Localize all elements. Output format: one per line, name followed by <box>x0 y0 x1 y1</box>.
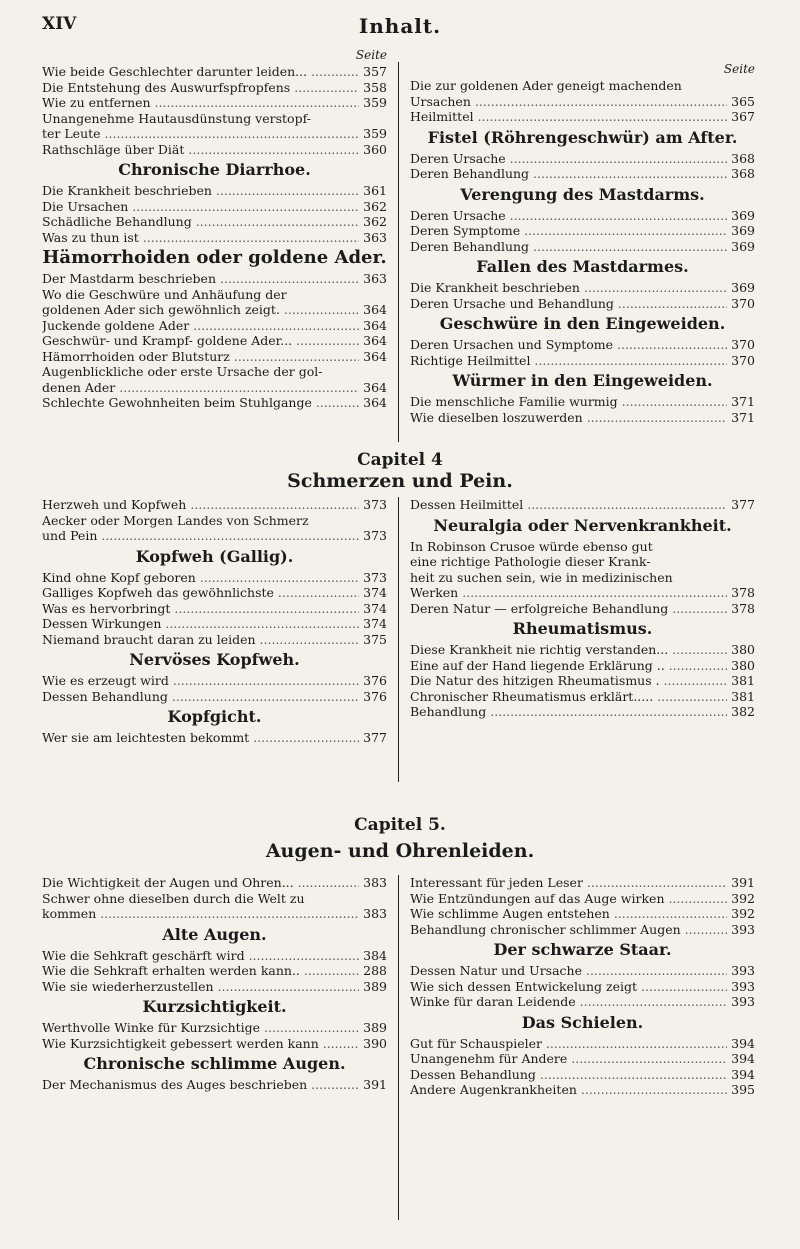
toc-entry <box>42 673 387 689</box>
toc-page-number: 362 <box>363 214 387 229</box>
toc-page-number: 380 <box>731 657 755 673</box>
toc-entry-title: Was es hervorbringt ..... <box>42 601 359 617</box>
toc-entry <box>42 271 387 287</box>
toc-page-number: 374 <box>363 600 387 616</box>
section-heading: Würmer in den Eingeweiden. <box>452 371 713 390</box>
toc-page-number: 364 <box>363 395 387 410</box>
toc-entry <box>42 528 387 544</box>
toc-entry-title: Aecker oder Morgen Landes von Schmerz <box>42 512 309 528</box>
toc-entry <box>410 906 755 922</box>
toc-entry <box>42 1077 387 1093</box>
toc-entry-title: Richtige Heilmittel ..... <box>410 353 727 369</box>
toc-column-right-2 <box>410 497 755 720</box>
toc-entry <box>410 109 755 125</box>
toc-entry-title: Die Natur des hitzigen Rheumatismus . ..... <box>410 673 727 689</box>
toc-column-left-1 <box>42 48 387 411</box>
toc-entry-title: Die Krankheit beschrieben ..... <box>410 280 727 296</box>
section-heading: Geschwüre in den Eingeweiden. <box>439 314 726 333</box>
toc-entry <box>410 642 755 658</box>
toc-entry <box>42 570 387 586</box>
toc-page-number: 371 <box>731 409 755 425</box>
chapter-4-title: Schmerzen und Pein. <box>287 470 513 492</box>
column-divider <box>398 497 399 782</box>
section-heading: Hämorrhoiden oder goldene Ader. <box>42 247 387 268</box>
toc-page-number: 362 <box>363 198 387 214</box>
toc-entry-title: Deren Symptome ..... <box>410 223 727 239</box>
toc-entry-title: Wie schlimme Augen entstehen ..... <box>410 906 727 922</box>
toc-page-number: 382 <box>731 704 755 719</box>
toc-entry <box>42 601 387 617</box>
toc-entry-title: Schädliche Behandlung ..... <box>42 214 359 230</box>
toc-page-number: 364 <box>363 348 387 364</box>
toc-page-number: 363 <box>363 271 387 286</box>
section-heading: Chronische schlimme Augen. <box>83 1054 346 1073</box>
toc-entry-title: Kind ohne Kopf geboren ..... <box>42 570 359 586</box>
toc-entry <box>42 126 387 142</box>
section-heading: Kopfgicht. <box>167 707 262 726</box>
toc-page-number: 389 <box>363 978 387 994</box>
toc-entry <box>42 616 387 632</box>
toc-entry-title: Wie sich dessen Entwickelung zeigt ..... <box>410 979 727 995</box>
toc-page-number: 369 <box>731 238 755 254</box>
toc-page-number: 376 <box>363 673 387 688</box>
toc-entry-title: Wie beide Geschlechter darunter leiden... ..... <box>42 64 359 80</box>
section-heading: Der schwarze Staar. <box>493 940 672 959</box>
toc-entry <box>42 948 387 964</box>
toc-entry-title: Wo die Geschwüre und Anhäufung der <box>42 286 287 302</box>
toc-page-number: 377 <box>363 730 387 745</box>
section-heading: Fistel (Röhrengeschwür) am After. <box>427 127 738 147</box>
chapter-5-title: Augen- und Ohrenleiden. <box>265 840 535 862</box>
toc-entry-title: Schlechte Gewohnheiten beim Stuhlgange ..... <box>42 395 359 411</box>
toc-entry <box>42 1020 387 1036</box>
toc-entry-title: Wie es erzeugt wird ..... <box>42 673 359 689</box>
toc-entry-title: Herzweh und Kopfweh ..... <box>42 497 359 513</box>
toc-entry-title: Ursachen ..... <box>410 94 727 110</box>
toc-entry <box>410 891 755 907</box>
column-divider <box>398 62 399 442</box>
toc-entry-title: kommen ..... <box>42 906 359 922</box>
toc-page-number: 358 <box>363 79 387 95</box>
toc-page-number: 391 <box>363 1077 387 1092</box>
toc-entry-line <box>410 570 755 586</box>
section-heading: Chronische Diarrhoe. <box>118 160 311 179</box>
toc-entry-title: Dessen Heilmittel ..... <box>410 497 727 513</box>
toc-entry-title: Die Ursachen ..... <box>42 199 359 215</box>
toc-entry-title: Die Entstehung des Auswurfspfropfens ..... <box>42 80 359 96</box>
toc-page-number: 369 <box>731 280 755 295</box>
seite-label: Seite <box>723 62 755 76</box>
toc-entry-line <box>42 287 387 303</box>
toc-page-number: 373 <box>363 528 387 543</box>
toc-column-right-1 <box>410 62 755 425</box>
toc-entry <box>410 1051 755 1067</box>
toc-page-number: 368 <box>731 166 755 181</box>
section-heading: Verengung des Mastdarms. <box>460 184 705 204</box>
toc-entry-line <box>42 364 387 380</box>
toc-page-number: 357 <box>363 64 387 79</box>
toc-page-number: 373 <box>363 497 387 512</box>
toc-entry-title: Dessen Behandlung ..... <box>42 689 359 705</box>
toc-entry <box>42 230 387 246</box>
toc-entry-title: Der Mechanismus des Auges beschrieben ..... <box>42 1077 359 1093</box>
toc-page-number: 369 <box>731 223 755 238</box>
toc-entry <box>42 906 387 922</box>
toc-entry-title: Deren Natur — erfolgreiche Behandlung ..... <box>410 601 727 617</box>
toc-page-number: 383 <box>363 875 387 890</box>
toc-page-number: 370 <box>731 295 755 311</box>
seite-label: Seite <box>355 48 387 62</box>
toc-entry-title: Wie Kurzsichtigkeit gebessert werden kann ..... <box>42 1036 359 1052</box>
toc-page-number: 364 <box>363 302 387 317</box>
toc-page-number: 392 <box>731 890 755 906</box>
toc-entry-title: Deren Behandlung ..... <box>410 239 727 255</box>
toc-entry-title: Deren Ursache ..... <box>410 208 727 224</box>
toc-entry-title: Die Krankheit beschrieben ..... <box>42 183 359 199</box>
toc-page-number: 359 <box>363 95 387 110</box>
toc-entry-title: Deren Ursachen und Symptome ..... <box>410 337 727 353</box>
page-number: XIV <box>42 14 77 34</box>
toc-page-number: 394 <box>731 1035 755 1051</box>
toc-entry <box>42 183 387 199</box>
toc-entry <box>410 1082 755 1098</box>
toc-entry-title: Deren Ursache und Behandlung ..... <box>410 296 727 312</box>
toc-entry <box>42 979 387 995</box>
toc-entry <box>410 394 755 410</box>
toc-page-number: 393 <box>731 978 755 994</box>
toc-page-number: 364 <box>363 379 387 395</box>
toc-entry <box>42 730 387 746</box>
toc-entry <box>42 1036 387 1052</box>
section-heading: Kurzsichtigkeit. <box>142 997 287 1016</box>
toc-entry-title: Niemand braucht daran zu leiden ..... <box>42 632 359 648</box>
toc-page-number: 370 <box>731 352 755 368</box>
toc-entry <box>42 632 387 648</box>
section-heading: Rheumatismus. <box>512 619 653 638</box>
toc-entry <box>42 214 387 230</box>
toc-entry <box>42 80 387 96</box>
toc-page-number: 390 <box>363 1035 387 1051</box>
toc-page-number: 360 <box>363 141 387 157</box>
toc-entry-line <box>410 539 755 555</box>
toc-entry-title: Dessen Natur und Ursache ..... <box>410 963 727 979</box>
toc-entry <box>410 1067 755 1083</box>
toc-entry-title: heit zu suchen sein, wie in medizinischen <box>410 569 673 585</box>
toc-page-number: 361 <box>363 183 387 198</box>
toc-entry-title: Schwer ohne dieselben durch die Welt zu <box>42 890 305 906</box>
section-heading: Das Schielen. <box>521 1012 644 1032</box>
chapter-4-label: Capitel 4 <box>357 450 443 470</box>
toc-entry <box>42 302 387 318</box>
toc-page-number: 369 <box>731 207 755 223</box>
toc-entry-title: Werthvolle Winke für Kurzsichtige ..... <box>42 1020 359 1036</box>
section-heading: Nervöses Kopfweh. <box>129 650 300 669</box>
toc-page-number: 393 <box>731 921 755 937</box>
toc-entry <box>410 94 755 110</box>
toc-page-number: 367 <box>731 109 755 124</box>
toc-entry-title: Wie zu entfernen ..... <box>42 95 359 111</box>
toc-page-number: 383 <box>363 906 387 921</box>
toc-page-number: 363 <box>363 229 387 245</box>
toc-page-number: 365 <box>731 93 755 109</box>
toc-page-number: 378 <box>731 600 755 616</box>
toc-page-number: 389 <box>363 1020 387 1035</box>
toc-page-number: 370 <box>731 337 755 352</box>
toc-page-number: 368 <box>731 150 755 166</box>
toc-entry-title: Deren Behandlung ..... <box>410 166 727 182</box>
toc-entry <box>410 673 755 689</box>
toc-entry <box>42 95 387 111</box>
toc-entry-title: Die zur goldenen Ader geneigt machenden <box>410 78 682 93</box>
toc-entry-title: Behandlung ..... <box>410 704 727 720</box>
toc-entry <box>410 963 755 979</box>
toc-entry-title: Augenblickliche oder erste Ursache der gol- <box>42 364 323 379</box>
toc-entry-title: ter Leute ..... <box>42 126 359 142</box>
toc-entry-title: Juckende goldene Ader ..... <box>42 318 359 334</box>
toc-entry <box>42 963 387 979</box>
toc-entry <box>410 658 755 674</box>
toc-entry-line <box>410 78 755 94</box>
toc-entry-title: eine richtige Pathologie dieser Krank- <box>410 554 651 569</box>
toc-entry-line <box>42 111 387 127</box>
toc-page-number: 374 <box>363 585 387 600</box>
toc-page-number: 393 <box>731 963 755 978</box>
toc-page-number: 364 <box>363 333 387 348</box>
toc-page-number: 371 <box>731 394 755 409</box>
section-heading: Fallen des Mastdarmes. <box>476 257 689 276</box>
toc-page-number: 381 <box>731 673 755 688</box>
toc-entry-title: Der Mastdarm beschrieben ..... <box>42 271 359 287</box>
toc-column-left-3 <box>42 875 387 1093</box>
toc-page-number: 393 <box>731 994 755 1009</box>
toc-entry <box>410 410 755 426</box>
toc-entry-title: Wie dieselben loszuwerden ..... <box>410 410 727 426</box>
section-heading: Alte Augen. <box>162 924 267 944</box>
toc-entry <box>410 601 755 617</box>
toc-entry <box>410 296 755 312</box>
toc-entry <box>42 199 387 215</box>
toc-page-number: 359 <box>363 126 387 141</box>
section-heading: Neuralgia oder Nervenkrankheit. <box>433 515 732 535</box>
toc-entry-title: Unangenehm für Andere ..... <box>410 1051 727 1067</box>
toc-entry <box>42 142 387 158</box>
toc-entry <box>410 337 755 353</box>
toc-page-number: 377 <box>731 497 755 512</box>
toc-entry-title: Eine auf der Hand liegende Erklärung .. ..... <box>410 658 727 674</box>
toc-entry <box>42 497 387 513</box>
toc-entry-title: Dessen Wirkungen ..... <box>42 616 359 632</box>
toc-entry <box>42 585 387 601</box>
toc-entry-title: goldenen Ader sich gewöhnlich zeigt. ..... <box>42 302 359 318</box>
toc-page-number: 394 <box>731 1051 755 1066</box>
toc-entry <box>42 333 387 349</box>
section-heading: Kopfweh (Gallig). <box>135 546 294 566</box>
toc-entry-title: Rathschläge über Diät ..... <box>42 142 359 158</box>
toc-page-number: 380 <box>731 642 755 657</box>
toc-entry-title: In Robinson Crusoe würde ebenso gut <box>410 538 653 554</box>
chapter-5-label: Capitel 5. <box>354 815 446 835</box>
toc-entry-title: Geschwür- und Krampf- goldene Ader... ..... <box>42 333 359 349</box>
toc-entry-title: Dessen Behandlung ..... <box>410 1067 727 1083</box>
toc-page-number: 373 <box>363 569 387 585</box>
toc-entry <box>410 166 755 182</box>
toc-entry <box>410 585 755 601</box>
toc-entry <box>410 704 755 720</box>
toc-entry-title: denen Ader ..... <box>42 380 359 396</box>
toc-entry <box>42 318 387 334</box>
toc-entry <box>410 223 755 239</box>
toc-entry <box>410 875 755 891</box>
toc-entry <box>410 979 755 995</box>
toc-entry <box>410 689 755 705</box>
page-header <box>0 14 800 44</box>
toc-entry <box>42 64 387 80</box>
toc-entry-title: Wer sie am leichtesten bekommt ..... <box>42 730 359 746</box>
column-divider <box>398 875 399 1220</box>
toc-page-number: 376 <box>363 688 387 704</box>
toc-column-right-3 <box>410 875 755 1098</box>
toc-entry-title: Wie sie wiederherzustellen ..... <box>42 979 359 995</box>
toc-entry-line <box>42 891 387 907</box>
toc-entry-title: Chronischer Rheumatismus erklärt..... ..... <box>410 689 727 705</box>
toc-page-number: 384 <box>363 947 387 963</box>
toc-entry-title: und Pein ..... <box>42 528 359 544</box>
toc-entry-title: Galliges Kopfweh das gewöhnlichste ..... <box>42 585 359 601</box>
toc-entry <box>410 1036 755 1052</box>
toc-entry-title: Diese Krankheit nie richtig verstanden... ..... <box>410 642 727 658</box>
toc-entry <box>410 994 755 1010</box>
toc-entry <box>42 689 387 705</box>
toc-entry-title: Andere Augenkrankheiten ..... <box>410 1082 727 1098</box>
toc-page-number: 374 <box>363 616 387 631</box>
toc-entry-title: Die menschliche Familie wurmig ..... <box>410 394 727 410</box>
toc-entry <box>42 380 387 396</box>
toc-column-left-2 <box>42 497 387 746</box>
toc-entry-title: Unangenehme Hautausdünstung verstopf- <box>42 110 311 126</box>
toc-entry-title: Wie Entzündungen auf das Auge wirken ..... <box>410 891 727 907</box>
toc-entry-line <box>410 554 755 570</box>
toc-page-number: 395 <box>731 1082 755 1097</box>
toc-entry <box>42 395 387 411</box>
page-title: Inhalt. <box>358 14 442 38</box>
toc-entry <box>410 239 755 255</box>
toc-entry <box>42 349 387 365</box>
toc-entry <box>410 922 755 938</box>
toc-entry-title: Werken ..... <box>410 585 727 601</box>
toc-entry-title: Was zu thun ist ..... <box>42 230 359 246</box>
toc-entry <box>410 280 755 296</box>
toc-entry-title: Gut für Schauspieler ..... <box>410 1036 727 1052</box>
toc-page-number: 378 <box>731 585 755 600</box>
toc-entry <box>410 208 755 224</box>
toc-page-number: 394 <box>731 1066 755 1082</box>
toc-entry <box>410 151 755 167</box>
toc-entry-title: Winke für daran Leidende ..... <box>410 994 727 1010</box>
toc-entry-title: Wie die Sehkraft erhalten werden kann.. ..... <box>42 963 359 979</box>
toc-entry-title: Interessant für jeden Leser ..... <box>410 875 727 891</box>
toc-entry <box>42 875 387 891</box>
toc-entry-title: Hämorrhoiden oder Blutsturz ..... <box>42 349 359 365</box>
toc-entry-title: Deren Ursache ..... <box>410 151 727 167</box>
toc-entry-title: Wie die Sehkraft geschärft wird ..... <box>42 948 359 964</box>
toc-page-number: 364 <box>363 317 387 333</box>
toc-entry-title: Behandlung chronischer schlimmer Augen ..... <box>410 922 727 938</box>
toc-page-number: 375 <box>363 631 387 647</box>
toc-page-number: 392 <box>731 906 755 921</box>
toc-entry-line <box>42 513 387 529</box>
toc-entry <box>410 497 755 513</box>
toc-entry <box>410 353 755 369</box>
toc-page-number: 381 <box>731 688 755 704</box>
toc-page-number: 391 <box>731 875 755 890</box>
toc-entry-title: Heilmittel ..... <box>410 109 727 125</box>
toc-entry-title: Die Wichtigkeit der Augen und Ohren... ..... <box>42 875 359 891</box>
toc-page-number: 288 <box>363 963 387 978</box>
